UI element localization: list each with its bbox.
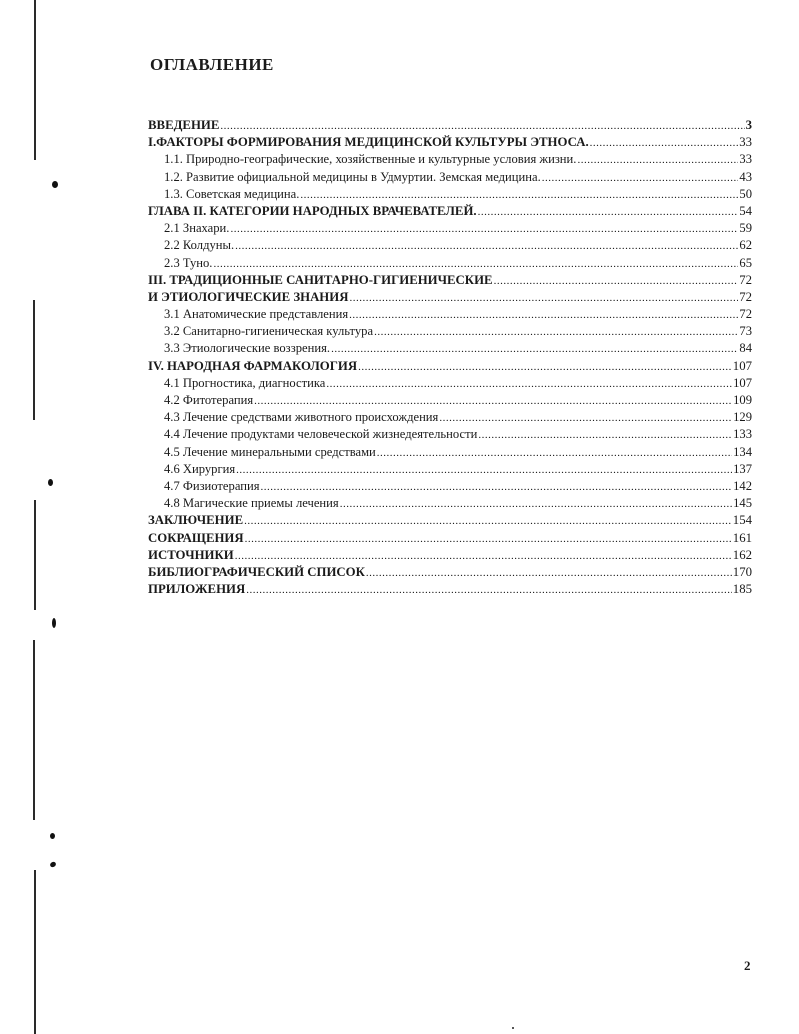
toc-entry (148, 237, 752, 254)
toc-entry (148, 255, 752, 272)
toc-entry-title: 1.1. Природно-географические, хозяйственные и культурные условия жизни. (164, 152, 577, 167)
toc-entry-title: ПРИЛОЖЕНИЯ (148, 582, 246, 597)
toc-dot-leader (340, 496, 732, 513)
toc-dot-leader (230, 221, 738, 238)
toc-entry (148, 512, 752, 529)
punch-hole-mark (52, 618, 56, 628)
toc-dot-leader (478, 204, 739, 221)
toc-dot-leader (235, 548, 732, 565)
toc-entry-title: 4.6 Хирургия (164, 461, 236, 476)
toc-entry-page: 109 (733, 393, 752, 407)
toc-dot-leader (374, 324, 738, 341)
toc-entry-title: 2.1 Знахари. (164, 221, 230, 236)
toc-entry (148, 358, 752, 375)
toc-dot-leader (246, 582, 732, 599)
toc-entry (148, 478, 752, 495)
toc-entry (148, 117, 752, 134)
toc-dot-leader (213, 256, 738, 273)
page-title: ОГЛАВЛЕНИЕ (150, 55, 274, 74)
toc-entry (148, 323, 752, 340)
toc-entry (148, 151, 752, 168)
toc-entry-page: 65 (739, 255, 752, 270)
toc-dot-leader (254, 393, 732, 410)
punch-hole-mark (52, 181, 58, 188)
scan-edge-line (33, 640, 35, 820)
toc-entry-page: 133 (733, 427, 752, 442)
toc-dot-leader (366, 565, 732, 582)
toc-entry-page: 43 (739, 169, 752, 184)
toc-entry-page: 142 (733, 478, 752, 493)
toc-entry-page: 161 (732, 530, 752, 545)
toc-entry (148, 134, 752, 151)
toc-dot-leader (245, 531, 732, 548)
toc-entry (148, 581, 752, 598)
toc-entry-title: 4.7 Физиотерапия (164, 478, 260, 493)
toc-entry-title: 2.2 Колдуны. (164, 238, 235, 253)
toc-entry (148, 564, 752, 581)
toc-entry (148, 306, 752, 323)
toc-entry (148, 375, 752, 392)
table-of-contents (148, 117, 752, 598)
scan-edge-line (34, 870, 36, 1034)
toc-entry-page: 185 (732, 582, 752, 597)
toc-entry-title: 4.1 Прогностика, диагностика (164, 375, 326, 390)
toc-entry (148, 220, 752, 237)
toc-entry-title: 4.8 Магические приемы лечения (164, 496, 339, 511)
toc-dot-leader (331, 341, 738, 358)
punch-hole-mark (49, 861, 57, 868)
scan-edge-line (34, 0, 36, 160)
punch-hole-mark (50, 833, 55, 839)
toc-entry-title: 1.3. Советская медицина. (164, 186, 300, 201)
toc-entry-page: 137 (733, 461, 752, 476)
toc-entry-title: 3.1 Анатомические представления (164, 307, 349, 322)
toc-entry-page: 59 (739, 221, 752, 236)
toc-entry-page: 72 (739, 307, 752, 322)
toc-entry (148, 392, 752, 409)
toc-entry-title: СОКРАЩЕНИЯ (148, 530, 244, 545)
toc-dot-leader (542, 170, 739, 187)
toc-entry (148, 340, 752, 357)
toc-entry (148, 409, 752, 426)
toc-entry-title: ИСТОЧНИКИ (148, 547, 234, 562)
toc-entry (148, 495, 752, 512)
toc-entry-page: 50 (739, 186, 752, 201)
toc-entry-page: 170 (732, 564, 752, 579)
toc-dot-leader (235, 238, 738, 255)
toc-entry-page: 154 (732, 513, 752, 528)
toc-entry-page: 3 (745, 118, 752, 132)
toc-dot-leader (300, 187, 738, 204)
toc-entry-page: 129 (733, 410, 752, 425)
toc-entry-page: 145 (733, 496, 752, 511)
toc-entry-title: И ЭТИОЛОГИЧЕСКИЕ ЗНАНИЯ (148, 289, 349, 304)
toc-entry (148, 272, 752, 289)
toc-entry (148, 444, 752, 461)
toc-entry-title: 4.2 Фитотерапия (164, 393, 254, 407)
toc-entry-title: БИБЛИОГРАФИЧЕСКИЙ СПИСОК (148, 564, 365, 579)
toc-dot-leader (358, 359, 732, 376)
toc-entry-title: ВВЕДЕНИЕ (148, 118, 220, 132)
toc-dot-leader (349, 290, 738, 307)
scan-edge-line (34, 500, 36, 610)
scan-speck (512, 1027, 514, 1029)
punch-hole-mark (48, 479, 53, 486)
toc-entry (148, 289, 752, 306)
toc-entry (148, 203, 752, 220)
toc-entry-title: IV. НАРОДНАЯ ФАРМАКОЛОГИЯ (148, 358, 358, 373)
toc-entry (148, 169, 752, 186)
toc-entry-title: 3.3 Этиологические воззрения. (164, 341, 331, 356)
toc-entry-page: 73 (739, 324, 752, 339)
toc-dot-leader (478, 427, 732, 444)
toc-entry-title: 1.2. Развитие официальной медицины в Удмуртии. Земская медицина. (164, 169, 541, 184)
toc-entry-title: 2.3 Туно. (164, 255, 213, 270)
toc-dot-leader (377, 445, 732, 462)
toc-entry-page: 33 (739, 135, 752, 150)
toc-entry-page: 33 (739, 152, 752, 167)
toc-entry (148, 530, 752, 547)
toc-entry-page: 72 (739, 289, 752, 304)
toc-entry-page: 162 (732, 547, 752, 562)
toc-dot-leader (236, 462, 732, 479)
toc-entry-title: I.ФАКТОРЫ ФОРМИРОВАНИЯ МЕДИЦИНСКОЙ КУЛЬТУРЫ ЭТНОСА. (148, 135, 589, 150)
toc-dot-leader (244, 513, 732, 530)
toc-entry (148, 426, 752, 443)
toc-entry (148, 186, 752, 203)
toc-entry-page: 134 (733, 444, 752, 459)
toc-entry (148, 461, 752, 478)
toc-entry-title: 3.2 Санитарно-гигиеническая культура (164, 324, 374, 339)
toc-entry-page: 72 (739, 272, 752, 287)
toc-dot-leader (439, 410, 732, 427)
toc-dot-leader (261, 479, 733, 496)
toc-entry-title: ЗАКЛЮЧЕНИЕ (148, 513, 244, 528)
toc-entry (148, 547, 752, 564)
toc-entry-title: 4.4 Лечение продуктами человеческой жизнедеятельности (164, 427, 478, 442)
toc-entry-page: 54 (739, 203, 752, 218)
toc-dot-leader (577, 152, 738, 169)
toc-dot-leader (590, 135, 739, 152)
toc-dot-leader (326, 376, 732, 393)
toc-entry-title: III. ТРАДИЦИОННЫЕ САНИТАРНО-ГИГИЕНИЧЕСКИЕ (148, 272, 493, 287)
toc-entry-page: 84 (739, 341, 752, 356)
toc-dot-leader (220, 118, 744, 135)
toc-dot-leader (494, 273, 739, 290)
toc-entry-page: 62 (739, 238, 752, 253)
toc-entry-title: 4.3 Лечение средствами животного происхождения (164, 410, 439, 425)
scan-edge-line (33, 300, 35, 420)
toc-entry-title: 4.5 Лечение минеральными средствами (164, 444, 376, 459)
page-number: 2 (744, 958, 751, 973)
toc-entry-title: ГЛАВА II. КАТЕГОРИИ НАРОДНЫХ ВРАЧЕВАТЕЛЕЙ. (148, 203, 477, 218)
toc-entry-page: 107 (733, 375, 752, 390)
toc-entry-page: 107 (732, 358, 752, 373)
toc-dot-leader (349, 307, 738, 324)
